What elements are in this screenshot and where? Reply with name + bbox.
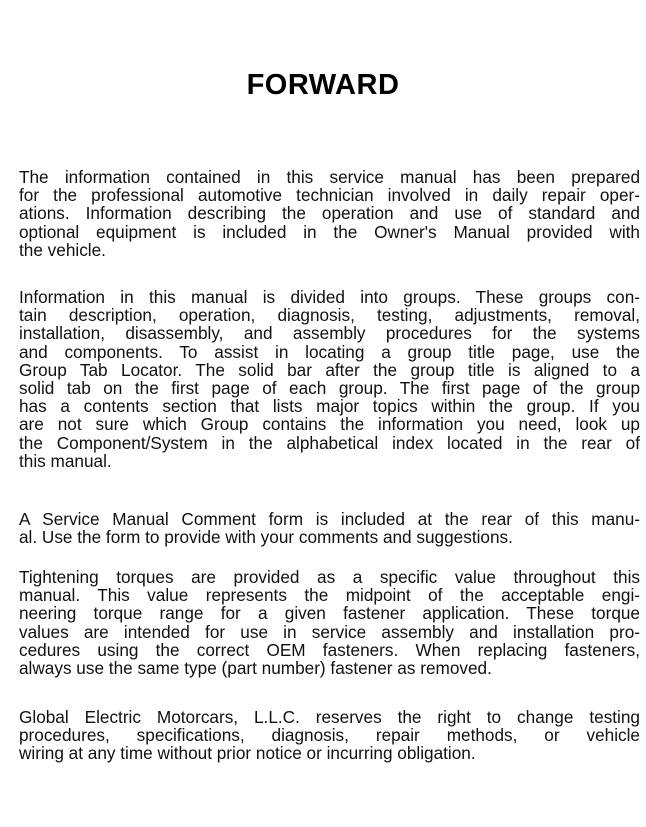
text-line: neering torque range for a given fastener application. These torque <box>19 603 640 624</box>
text-line: this manual. <box>19 450 112 471</box>
text-line: values are intended for use in service assembly and installation pro- <box>19 621 640 642</box>
paragraph-comment-form <box>19 510 640 546</box>
text-line: A Service Manual Comment form is included at the rear of this manu- <box>19 509 640 529</box>
text-line: are not sure which Group contains the information you need, look up <box>19 414 640 435</box>
page-title: FORWARD <box>246 69 400 102</box>
text-line: installation, disassembly, and assembly procedures for the systems <box>19 323 640 344</box>
text-line: The information contained in this service manual has been prepared <box>19 167 640 187</box>
text-line: manual. This value represents the midpoint of the acceptable engi- <box>19 585 640 606</box>
paragraph-disclaimer <box>19 708 640 763</box>
text-line: has a contents section that lists major topics within the group. If you <box>19 396 640 417</box>
text-line: the Component/System in the alphabetical index located in the rear of <box>19 432 640 453</box>
text-line: the vehicle. <box>19 239 106 260</box>
text-line: Tightening torques are provided as a specific value throughout this <box>19 567 640 587</box>
text-line: always use the same type (part number) fastener as removed. <box>19 658 492 679</box>
text-line: Group Tab Locator. The solid bar after the group title is aligned to a <box>19 359 640 380</box>
text-line: al. Use the form to provide with your comments and suggestions. <box>19 527 513 548</box>
paragraph-torques <box>19 568 640 677</box>
text-line: and components. To assist in locating a group title page, use the <box>19 341 640 362</box>
paragraph-groups <box>19 288 640 470</box>
text-line: Global Electric Motorcars, L.L.C. reserves the right to change testing <box>19 707 640 727</box>
text-line: wiring at any time without prior notice or incurring obligation. <box>19 743 476 764</box>
text-line: Information in this manual is divided into groups. These groups con- <box>19 287 640 307</box>
text-line: procedures, specifications, diagnosis, repair methods, or vehicle <box>19 725 640 746</box>
text-line: tain description, operation, diagnosis, testing, adjustments, removal, <box>19 305 640 326</box>
text-line: solid tab on the first page of each group. The first page of the group <box>19 378 640 399</box>
paragraph-introduction <box>19 168 640 259</box>
text-line: optional equipment is included in the Owner's Manual provided with <box>19 221 640 242</box>
text-line: ations. Information describing the operation and use of standard and <box>19 203 640 224</box>
text-line: cedures using the correct OEM fasteners. When replacing fasteners, <box>19 639 640 660</box>
text-line: for the professional automotive technician involved in daily repair oper- <box>19 185 640 206</box>
